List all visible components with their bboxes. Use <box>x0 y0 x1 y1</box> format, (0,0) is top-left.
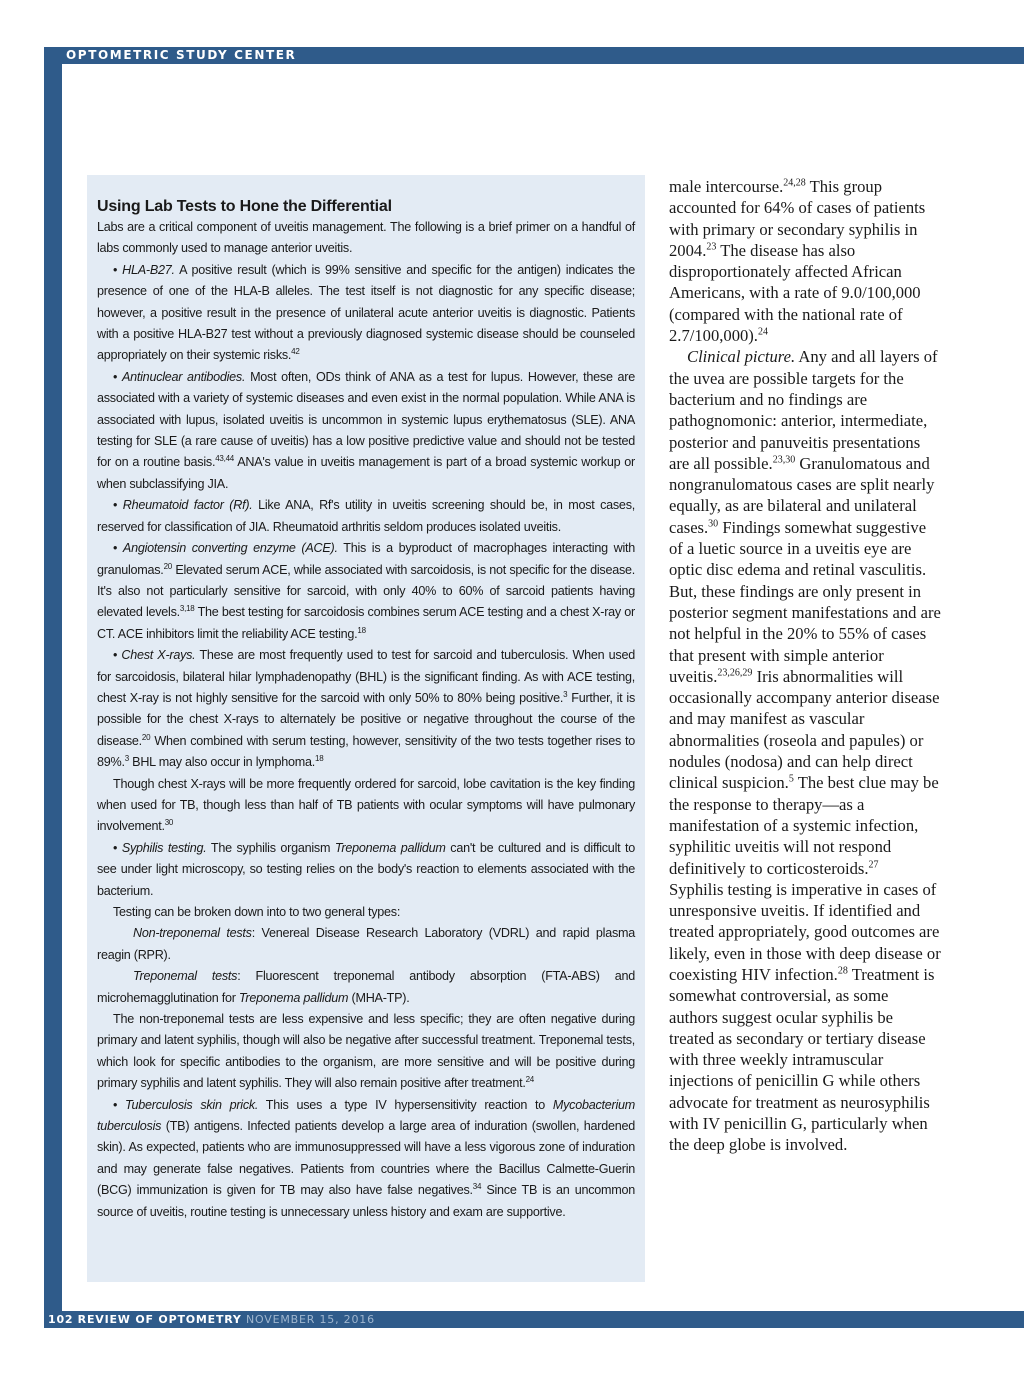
ace-item: • Angiotensin converting enzyme (ACE). This is a byproduct of macrophages interacting with granulomas.$^{20}$ Elevated serum ACE, while associated with sarcoidosis, is not specific for the disease. It's also not particularly sensitive for sarcoid, with only 40% to 60% of sarcoid patients having elevated levels.$^{3,18}$ The best testing for sarcoidosis combines serum ACE testing and a chest X-ray or CT. ACE inhibitors limit the reliability ACE testing.$^{18}$ <box>97 541 636 641</box>
test-comparison-paragraph: The non-treponemal tests are less expensive and less specific; they are often negative during primary and latent syphilis, though will also be negative after successful treatment. Treponemal tests, which look for specific antibodies to the organism, are more sensitive and will be positive during primary syphilis and latent syphilis. They will also remain positive after treatment.$^{24}$ <box>97 1012 635 1091</box>
left-accent-bar <box>44 64 62 1311</box>
chest-xray-tb-paragraph: Though chest X-rays will be more frequently ordered for sarcoid, lobe cavitation is the key finding when used for TB, though less than half of TB patients with ocular symptoms will have pulmonary involvement.$^{30}$ <box>97 776 635 834</box>
sidebar-title: Using Lab Tests to Hone the Differential <box>97 198 392 215</box>
syphilis-treatment-paragraph: Syphilis testing is imperative in cases of unresponsive uveitis. If identified and treated appropriately, good outcomes are likely, even in those with deep disease or coexisting HIV infection.$^{28}$ Treatment is somewhat controversial, as some authors suggest ocular syphilis be treated as secondary or tertiary disease with three weekly intramuscular injections of penicillin G while others advocate for treatment as neurosyphilis with IV penicillin G, particularly when the deep globe is involved. <box>669 879 941 1155</box>
ana-item: • Antinuclear antibodies. Most often, ODs think of ANA as a test for lupus. However, these are associated with a variety of systemic diseases and even exist in the normal population. While ANA is associated with lupus, isolated uveitis is uncommon in systemic lupus erythematosus (SLE). ANA testing for SLE (a rare cause of uveitis) has a low positive predictive value and should not be tested for on a routine basis.$^{43,44}$ ANA's value in uveitis management is part of a broad systemic workup or when subclassifying JIA. <box>97 369 635 491</box>
syphilis-testing-item: • Syphilis testing. The syphilis organism Treponema pallidum can't be cultured and is difficult to see under light microscopy, so testing relies on the body's reaction to elements associated with the bacterium. <box>97 840 636 898</box>
tb-skin-prick-item: • Tuberculosis skin prick. This uses a type IV hypersensitivity reaction to Mycobacterium tuberculosis (TB) antigens. Infected patients develop a large area of induration (swollen, hardened skin). As expected, patients who are immunosuppressed will have a less vigorous zone of induration and may generate false negatives. Patients from countries where the Bacillus Calmette-Guerin (BCG) immunization is given for TB may also have false negatives.$^{34}$ Since TB is an uncommon source of uveitis, routine testing is unnecessary unless history and exam are supportive. <box>97 1097 636 1219</box>
test-types-intro: Testing can be broken down into to two general types: <box>113 905 401 919</box>
rf-item: • Rheumatoid factor (Rf). Like ANA, Rf's utility in uveitis screening should be, in most cases, reserved for classification of JIA. Rheumatoid arthritis seldom produces isolated uveitis. <box>97 498 635 534</box>
page-footer <box>48 1313 375 1327</box>
body-paragraph-1: male intercourse.$^{24,28}$ This group accounted for 64% of cases of patients with primary or secondary syphilis in 2004.23 The disease has also disproportionately affected African Americans, with a rate of 9.0/100,000 (compared with the national rate of 2.7/100,000).$^{24}$ <box>669 177 926 346</box>
chest-xray-item: • Chest X-rays. These are most frequently used to test for sarcoid and tuberculosis. When used for sarcoidosis, bilateral hilar lymphadenopathy (BHL) is the significant finding. As with ACE testing, chest X-ray is not highly sensitive for the sarcoid with only 50% to 80% being positive.$^3$ Further, it is possible for the chest X-rays to alternately be positive or negative throughout the course of the disease.$^{20}$ When combined with serum testing, however, sensitivity of the two tests together rises to 89%.$^3$ BHL may also occur in lymphoma.$^{18}$ <box>97 648 636 770</box>
issue-date: NOVEMBER 15, 2016 <box>246 1313 375 1326</box>
treponemal-tests: Treponemal tests: Fluorescent treponemal antibody absorption (FTA-ABS) and microhemagglutination for Treponema pallidum (MHA-TP). <box>97 969 635 1005</box>
sidebar-intro: Labs are a critical component of uveitis management. The following is a brief primer on a handful of labs commonly used to manage anterior uveitis. <box>97 220 635 256</box>
clinical-picture-paragraph: Clinical picture. Any and all layers of the uvea are possible targets for the bacterium and no findings are pathognomonic: anterior, intermediate, posterior and panuveitis presentations are all possible.$^{23,30}$ Granulomatous and nongranulomatous cases are split nearly equally, as are bilateral and unilateral cases.$^{30}$ Findings somewhat suggestive of a luetic source in a uveitis eye are optic disc edema and retinal vasculitis. But, these findings are only present in posterior segment manifestations and are not helpful in the 20% to 55% of cases that present with simple anterior uveitis.$^{23,26,29}$ Iris abnormalities will occasionally accompany anterior disease and may manifest as vascular abnormalities (roseola and papules) or nodules (nodosa) and can help direct clinical suspicion.$^5$ The best clue may be the response to therapy—as a manifestation of a systemic infection, syphilitic uveitis will not respond definitively to corticosteroids.$^{27}$ <box>669 347 941 878</box>
section-header: OPTOMETRIC STUDY CENTER <box>66 48 297 62</box>
non-treponemal-tests: Non-treponemal tests: Venereal Disease Research Laboratory (VDRL) and rapid plasma reagin (RPR). <box>97 926 635 962</box>
page-number: 102 <box>48 1313 74 1326</box>
magazine-name: REVIEW OF OPTOMETRY <box>77 1313 242 1326</box>
sidebar-content <box>97 195 635 1223</box>
lab-tests-sidebar <box>87 175 645 1282</box>
hla-b27-item: • HLA-B27. A positive result (which is 99% sensitive and specific for the antigen) indicates the presence of one of the HLA-B alleles. The test itself is not diagnostic for any specific disease; however, a positive result in the presence of unilateral acute anterior uveitis is diagnostic. Patients with a positive HLA-B27 test without a previously diagnosed systemic disease should be counseled appropriately on their systemic risks.$^{42}$ <box>97 262 635 363</box>
body-column <box>669 176 941 1156</box>
